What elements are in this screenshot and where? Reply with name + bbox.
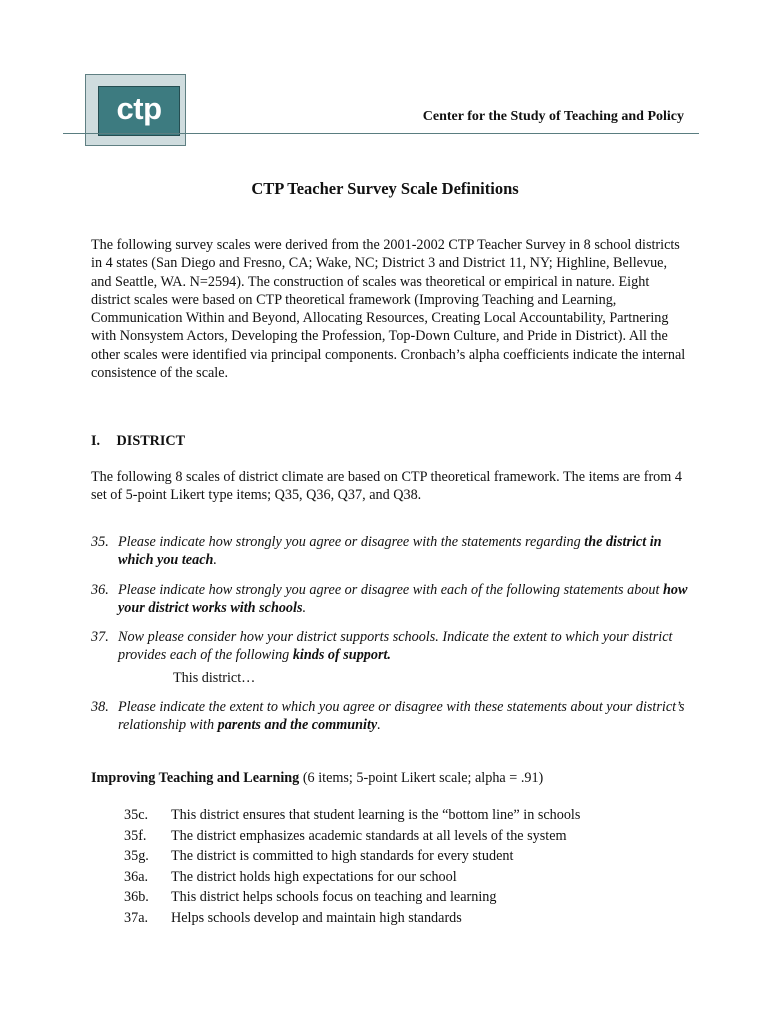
organization-name: Center for the Study of Teaching and Policy bbox=[422, 109, 684, 124]
question-number: 38. bbox=[91, 699, 109, 715]
question-number: 35. bbox=[91, 534, 109, 550]
question-text: Please indicate the extent to which you agree or disagree with these statements about your district’s relationship with parents and the community. bbox=[118, 699, 685, 734]
question-emphasis: the district in which you teach bbox=[118, 534, 662, 569]
item-code: 36b. bbox=[124, 889, 149, 906]
question-emphasis: how your district works with schools bbox=[118, 582, 688, 617]
ctp-logo bbox=[98, 86, 180, 136]
item-code: 35g. bbox=[124, 848, 149, 865]
item-text: The district holds high expectations for our school bbox=[171, 868, 457, 885]
section-intro: The following 8 scales of district climate are based on CTP theoretical framework. The items are from 4 set of 5-point Likert type items; Q35, Q36, Q37, and Q38. bbox=[91, 469, 682, 504]
item-text: This district helps schools focus on teaching and learning bbox=[171, 889, 497, 906]
scale-heading bbox=[91, 769, 543, 787]
item-code: 35f. bbox=[124, 827, 147, 844]
question-text: Please indicate how strongly you agree or disagree with each of the following statements about how your district works with schools. bbox=[118, 582, 688, 617]
question-37 bbox=[91, 628, 691, 665]
section-heading bbox=[91, 432, 185, 450]
section-number: I. bbox=[91, 433, 101, 449]
question-text: Now please consider how your district supports schools. Indicate the extent to which your district provides each of the following kinds of support. bbox=[118, 629, 673, 664]
header-divider bbox=[63, 133, 699, 134]
question-number: 36. bbox=[91, 582, 109, 598]
question-36 bbox=[91, 581, 691, 618]
question-text: Please indicate how strongly you agree or disagree with the statements regarding the district in which you teach. bbox=[118, 534, 662, 569]
item-text: The district emphasizes academic standards at all levels of the system bbox=[171, 827, 567, 844]
question-emphasis: kinds of support. bbox=[292, 647, 391, 664]
item-code: 37a. bbox=[124, 909, 149, 926]
section-title: DISTRICT bbox=[116, 433, 186, 449]
item-code: 35c. bbox=[124, 807, 149, 823]
question-emphasis: parents and the community bbox=[217, 717, 378, 734]
question-number: 37. bbox=[91, 629, 109, 645]
question-35 bbox=[91, 533, 691, 570]
item-text: Helps schools develop and maintain high standards bbox=[171, 909, 462, 926]
scale-details: (6 items; 5-point Likert scale; alpha = .91) bbox=[299, 770, 544, 786]
item-text: The district is committed to high standards for every student bbox=[171, 848, 514, 865]
question-note: This district… bbox=[173, 670, 256, 686]
question-38 bbox=[91, 698, 691, 735]
intro-paragraph: The following survey scales were derived from the 2001-2002 CTP Teacher Survey in 8 school districts in 4 states (San Diego and Fresno, CA; Wake, NC; District 3 and District 11, NY; Highline, Bellevue, and Seattle, WA. N=2594). The construction of scales was theoretical or empirical in nature. Eight district scales were based on CTP theoretical framework (Improving Teaching and Learning, Communication Within and Beyond, Allocating Resources, Creating Local Accountability, Partnering with Nonsystem Actors, Developing the Profession, Top-Down Culture, and Pride in District). All the other scales were identified via principal components. Cronbach’s alpha coefficients indicate the internal consistence of the scale. bbox=[91, 237, 686, 382]
scale-name: Improving Teaching and Learning bbox=[91, 770, 300, 786]
logo-text: ctp bbox=[116, 90, 162, 126]
document-title: CTP Teacher Survey Scale Definitions bbox=[251, 179, 519, 198]
item-code: 36a. bbox=[124, 868, 149, 885]
item-text: This district ensures that student learning is the “bottom line” in schools bbox=[171, 807, 581, 823]
